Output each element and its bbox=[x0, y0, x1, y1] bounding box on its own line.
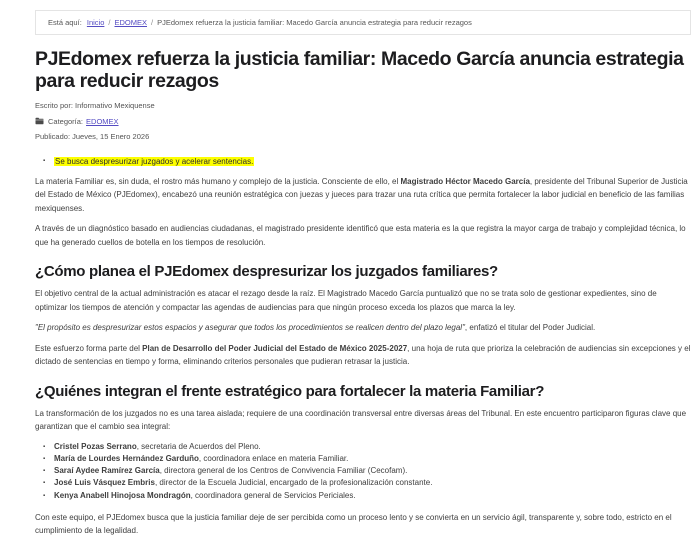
list-item bbox=[43, 453, 691, 465]
folder-icon bbox=[35, 117, 44, 125]
breadcrumb-link-section[interactable]: EDOMEX bbox=[114, 18, 147, 27]
author-label: Escrito por: Informativo Mexiquense bbox=[35, 101, 155, 110]
category-label: Categoría: bbox=[48, 116, 84, 126]
paragraph bbox=[35, 287, 691, 314]
breadcrumb-current: PJEdomex refuerza la justicia familiar: Macedo García anuncia estrategia para reducir rezagos bbox=[157, 18, 472, 27]
list-item bbox=[43, 441, 691, 453]
article-author bbox=[35, 98, 691, 114]
text-segment: Con este equipo, el PJEdomex busca que la justicia familiar deje de ser percibida como un proceso lento y se convierta en un servicio ágil, transparente y, sobre todo, estricto en el cumplimiento de la legalidad. bbox=[35, 512, 672, 536]
text-segment: , una hoja de ruta que prioriza la celebración de audiencias sin excepciones y el dictado de sentencias en tiempo y forma, eliminando criterios personales que pudieran retrasar la justicia. bbox=[35, 343, 691, 366]
text-segment: , presidente del Tribunal Superior de Justicia del Estado de México (PJEdomex), encabezó una reunión estratégica con juezas y jueces para trazar una ruta crítica que permita fortalecer la labor judicial en beneficio de las familias mexiquenses. bbox=[35, 176, 688, 213]
article-published bbox=[35, 129, 691, 145]
section-heading-despresurizar: ¿Cómo planea el PJEdomex despresurizar los juzgados familiares? bbox=[35, 263, 498, 280]
section-heading-frente-estrategico: ¿Quiénes integran el frente estratégico para fortalecer la materia Familiar? bbox=[35, 382, 545, 400]
category-link[interactable]: EDOMEX bbox=[86, 116, 119, 126]
text-segment: El objetivo central de la actual administración es atacar el rezago desde la raíz. El Magistrado Macedo García puntualizó que no se trata solo de gestionar expedientes, sino de optimizar los tiempos de atención y compactar las agendas de audiencias para que ningún proceso exceda los plazos que marca la ley. bbox=[35, 289, 657, 312]
text-segment: Se busca despresurizar juzgados y acelerar sentencias. bbox=[55, 156, 254, 166]
text-segment: , coordinadora general de Servicios Periciales. bbox=[190, 490, 356, 500]
breadcrumb-separator: / bbox=[108, 18, 111, 27]
team-list bbox=[35, 441, 691, 502]
text-segment: Magistrado Héctor Macedo García bbox=[400, 176, 530, 186]
text-segment: María de Lourdes Hernández Garduño bbox=[54, 453, 199, 463]
text-segment: A través de un diagnóstico basado en audiencias ciudadanas, el magistrado presidente identificó que esta materia es la que registra la mayor carga de trabajo y complejidad técnica, lo que ha generado cuellos de botella en los tiempos de resolución. bbox=[35, 224, 686, 247]
text-segment: Kenya Anabell Hinojosa Mondragón bbox=[54, 490, 191, 500]
text-segment: "El propósito es despresurizar estos espacios y asegurar que todos los procedimientos se realicen dentro del plazo legal" bbox=[35, 323, 465, 332]
published-label: Publicado: Jueves, 15 Enero 2026 bbox=[35, 132, 150, 141]
list-item bbox=[43, 477, 691, 489]
text-segment: Saraí Aydee Ramírez García bbox=[54, 466, 160, 476]
article-category bbox=[35, 114, 691, 130]
text-segment: , director de la Escuela Judicial, encargado de la profesionalización constante. bbox=[154, 478, 433, 488]
text-segment: , directora general de los Centros de Convivencia Familiar (Cecofam). bbox=[159, 466, 408, 476]
breadcrumb-prefix: Está aquí: bbox=[48, 18, 82, 27]
paragraph bbox=[35, 175, 691, 216]
paragraph-quote bbox=[35, 321, 691, 335]
text-segment: , enfatizó el titular del Poder Judicial. bbox=[464, 323, 596, 332]
breadcrumb bbox=[35, 10, 691, 35]
text-segment: Plan de Desarrollo del Poder Judicial del Estado de México 2025-2027 bbox=[142, 343, 408, 353]
paragraph bbox=[35, 342, 691, 369]
text-segment: La transformación de los juzgados no es una tarea aislada; requiere de una coordinación transversal entre diversas áreas del Tribunal. En este encuentro participaron figuras clave que garantizan que el cambio sea integral: bbox=[35, 408, 687, 431]
list-item bbox=[43, 490, 691, 502]
breadcrumb-link-home[interactable]: Inicio bbox=[86, 18, 105, 27]
text-segment: La materia Familiar es, sin duda, el rostro más humano y complejo de la justicia. Consciente de ello, el bbox=[35, 176, 401, 186]
paragraph bbox=[35, 222, 691, 249]
text-segment: , secretaria de Acuerdos del Pleno. bbox=[136, 441, 261, 451]
text-segment: José Luis Vásquez Embris bbox=[54, 478, 155, 488]
key-points-list bbox=[35, 155, 691, 168]
breadcrumb-separator: / bbox=[151, 18, 154, 27]
list-item bbox=[43, 465, 691, 477]
paragraph bbox=[35, 407, 691, 434]
key-point-item bbox=[43, 155, 691, 168]
text-segment: Cristel Pozas Serrano bbox=[54, 441, 137, 451]
page-title: PJEdomex refuerza la justicia familiar: Macedo García anuncia estrategia para reducir rezagos bbox=[35, 48, 684, 92]
text-segment: , coordinadora enlace en materia Familiar. bbox=[198, 453, 349, 463]
text-segment: Este esfuerzo forma parte del bbox=[35, 343, 143, 353]
paragraph bbox=[35, 511, 691, 538]
